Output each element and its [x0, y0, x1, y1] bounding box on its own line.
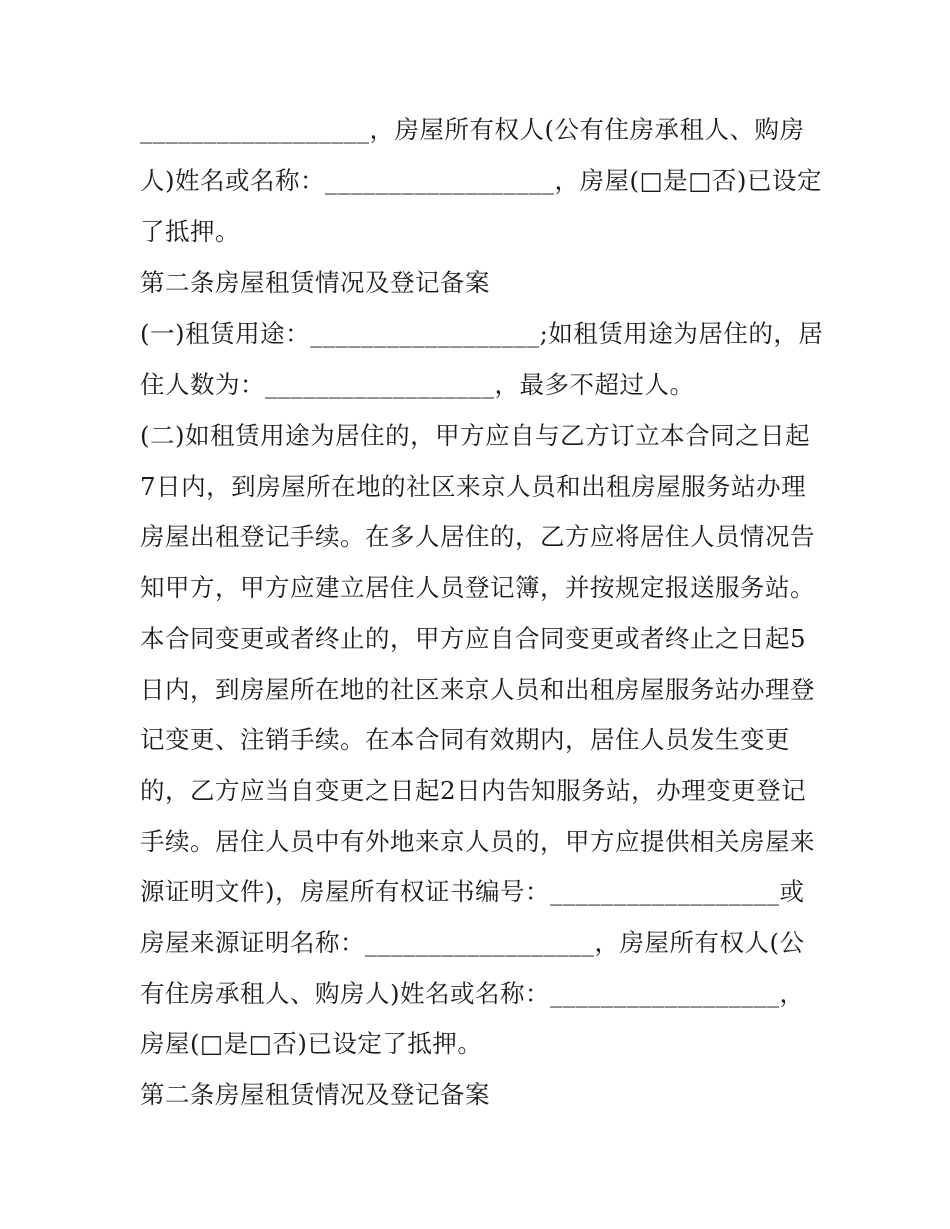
- text-line: 的，乙方应当自变更之日起2日内告知服务站，办理变更登记: [140, 776, 807, 805]
- section-heading: 第二条房屋租赁情况及登记备案: [140, 1080, 490, 1109]
- text-line: 知甲方，甲方应建立居住人员登记簿，并按规定报送服务站。: [140, 573, 815, 602]
- text-line: (二)如租赁用途为居住的，甲方应自与乙方订立本合同之日起: [140, 421, 811, 450]
- section-heading: 第二条房屋租赁情况及登记备案: [140, 268, 490, 297]
- text-line: 住人数为：__________________，最多不超过人。: [140, 370, 695, 399]
- text-line: 了抵押。: [140, 217, 240, 246]
- text-line: 房屋(□是□否)已设定了抵押。: [140, 1029, 483, 1058]
- text-line: 房屋来源证明名称：__________________，房屋所有权人(公: [140, 928, 805, 957]
- text-line: 本合同变更或者终止的，甲方应自合同变更或者终止之日起5: [140, 624, 807, 653]
- text-line: 记变更、注销手续。在本合同有效期内，居住人员发生变更: [140, 725, 790, 754]
- text-line: 有住房承租人、购房人)姓名或名称：__________________，: [140, 979, 805, 1008]
- text-line: 房屋出租登记手续。在多人居住的，乙方应将居住人员情况告: [140, 522, 815, 551]
- text-line: __________________，房屋所有权人(公有住房承租人、购房: [140, 115, 805, 144]
- text-line: 源证明文件)，房屋所有权证书编号：__________________或: [140, 877, 805, 906]
- text-line: (一)租赁用途：__________________;如租赁用途为居住的，居: [140, 319, 824, 348]
- text-line: 7日内，到房屋所在地的社区来京人员和出租房屋服务站办理: [140, 472, 807, 501]
- text-line: 手续。居住人员中有外地来京人员的，甲方应提供相关房屋来: [140, 827, 815, 856]
- text-line: 日内，到房屋所在地的社区来京人员和出租房屋服务站办理登: [140, 675, 815, 704]
- text-line: 人)姓名或名称：__________________，房屋(□是□否)已设定: [140, 166, 822, 195]
